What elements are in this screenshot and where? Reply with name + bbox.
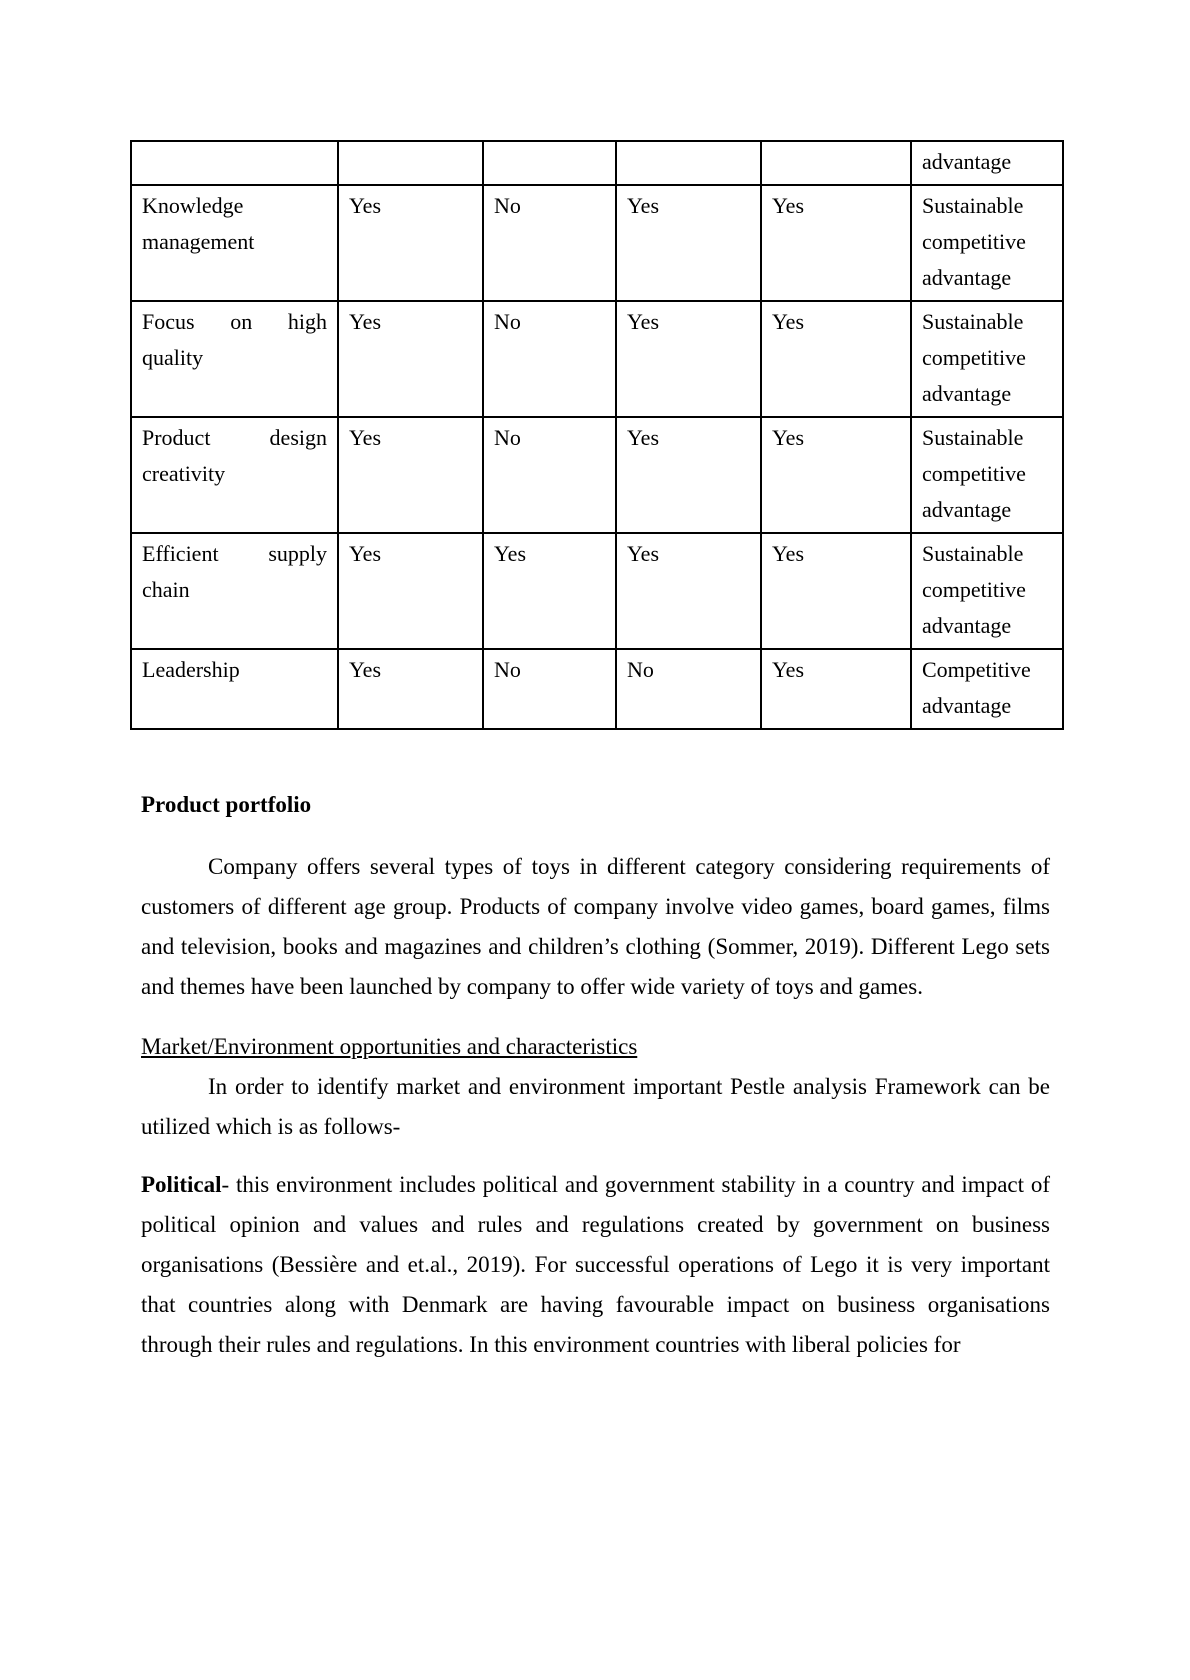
table-cell: No bbox=[483, 301, 616, 417]
table-row-continued bbox=[131, 141, 1063, 185]
table-cell: Yes bbox=[338, 533, 483, 649]
political-label: Political bbox=[141, 1172, 222, 1197]
political-text: - this environment includes political and government stability in a country and impact of political opinion and values and rules and regulations created by government on business organisations (Bessière and et.al., 2019). For successful operations of Lego it is very important that countries along with Denmark are having favourable impact on business organisations through their rules and regulations. In this environment countries with liberal policies for bbox=[141, 1172, 1050, 1357]
competitive-advantage-table bbox=[130, 140, 1064, 730]
table-row-efficient-supply-chain bbox=[131, 533, 1063, 649]
table-cell-outcome: Sustainable competitive advantage bbox=[911, 301, 1063, 417]
table-cell: Yes bbox=[338, 185, 483, 301]
table-cell: Yes bbox=[761, 301, 911, 417]
table-cell bbox=[483, 141, 616, 185]
table-cell: Yes bbox=[761, 185, 911, 301]
table-cell-factor: Leadership bbox=[131, 649, 338, 729]
table-cell: Yes bbox=[616, 417, 761, 533]
table-cell-outcome: Sustainable competitive advantage bbox=[911, 417, 1063, 533]
table-row-leadership bbox=[131, 649, 1063, 729]
table-cell: No bbox=[483, 417, 616, 533]
table-cell: Yes bbox=[338, 301, 483, 417]
table-cell: Yes bbox=[761, 649, 911, 729]
table-cell-outcome: Sustainable competitive advantage bbox=[911, 533, 1063, 649]
table-cell-factor: Knowledge management bbox=[131, 185, 338, 301]
table-cell bbox=[131, 141, 338, 185]
table-row-focus-on-high-quality bbox=[131, 301, 1063, 417]
market-environment-heading: Market/Environment opportunities and characteristics bbox=[141, 1034, 638, 1059]
table-cell: Yes bbox=[761, 533, 911, 649]
table-cell bbox=[616, 141, 761, 185]
table-row-product-design-creativity bbox=[131, 417, 1063, 533]
table-cell: Yes bbox=[338, 417, 483, 533]
table-cell bbox=[761, 141, 911, 185]
table-cell: Yes bbox=[616, 185, 761, 301]
product-portfolio-heading: Product portfolio bbox=[141, 792, 312, 817]
table-cell bbox=[338, 141, 483, 185]
table-cell-factor: Product design creativity bbox=[131, 417, 338, 533]
table-cell-outcome: Competitive advantage bbox=[911, 649, 1063, 729]
product-portfolio-paragraph: Company offers several types of toys in different category considering requirements of customers of different age group. Products of company involve video games, board games, films and television, books and magazines and children’s clothing (Sommer, 2019). Different Lego sets and themes have been launched by company to offer wide variety of toys and games. bbox=[141, 854, 1050, 999]
table-cell: Yes bbox=[616, 533, 761, 649]
document-body bbox=[141, 785, 1050, 1365]
table-cell: No bbox=[483, 649, 616, 729]
political-paragraph bbox=[141, 1165, 1050, 1365]
table-cell: Yes bbox=[338, 649, 483, 729]
table-cell: Yes bbox=[616, 301, 761, 417]
table-cell: No bbox=[616, 649, 761, 729]
table-cell-outcome: Sustainable competitive advantage bbox=[911, 185, 1063, 301]
table-cell: No bbox=[483, 185, 616, 301]
table-cell-outcome: advantage bbox=[911, 141, 1063, 185]
table-row-knowledge-management bbox=[131, 185, 1063, 301]
table-cell: Yes bbox=[483, 533, 616, 649]
table-cell-factor: Efficient supply chain bbox=[131, 533, 338, 649]
table-cell: Yes bbox=[761, 417, 911, 533]
document-page bbox=[0, 140, 1190, 1680]
market-environment-paragraph: In order to identify market and environment important Pestle analysis Framework can be utilized which is as follows- bbox=[141, 1074, 1050, 1139]
table-cell-factor: Focus on high quality bbox=[131, 301, 338, 417]
